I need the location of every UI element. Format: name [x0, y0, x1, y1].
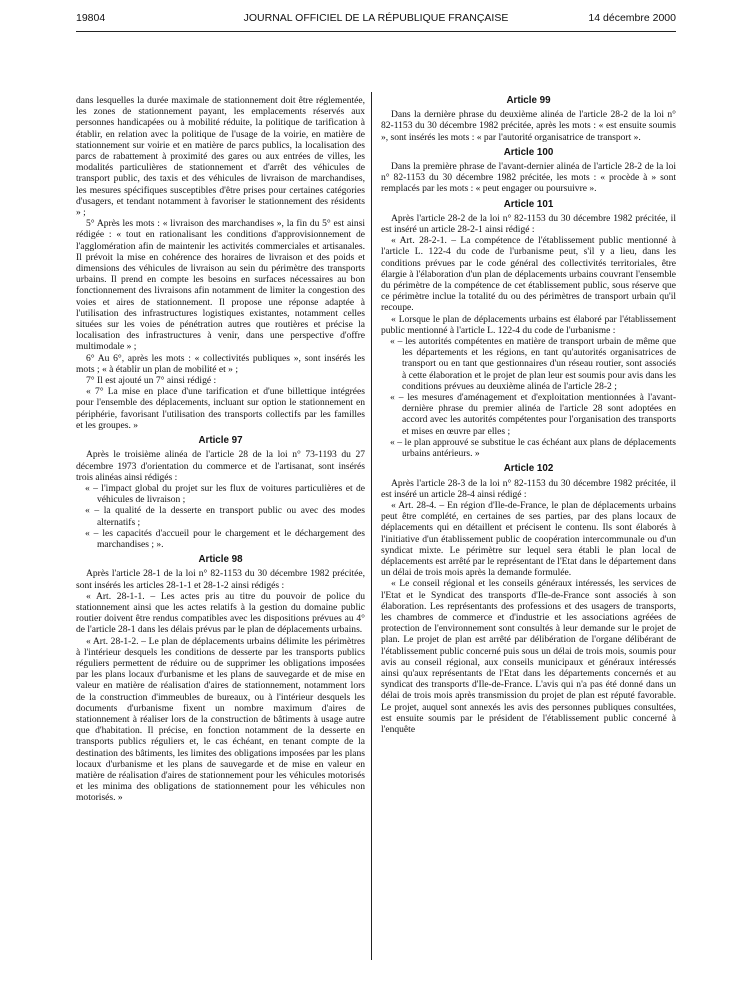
article-heading: Article 102 [503, 463, 554, 475]
article-heading: Article 98 [198, 554, 243, 566]
paragraph: 6° Au 6°, après les mots : « collectivités publiques », sont insérés les mots ; « à établir un plan de mobilité et » ; [76, 352, 365, 375]
list-item: « – les capacités d'accueil pour le chargement et le déchargement des marchandises ; ». [85, 527, 365, 550]
paragraph: « Art. 28-2-1. – La compétence de l'établissement public mentionné à l'article L. 122-4 du code de l'urbanisme peut, s'il y a lieu, dans les conditions prévues par le code général des collectivités territoriales, être élargie à l'élaboration d'un plan de déplacements urbains couvrant l'ensemble du périmètre de la compétence de cet établissement public, sous réserve que ce périmètre inclue la totalité du ou des périmètres de transport urbain qu'il recoupe. [381, 235, 676, 314]
list-item: « – l'impact global du projet sur les flux de voitures particulières et de véhicules de livraison ; [85, 482, 365, 506]
list-item: « – la qualité de la desserte en transport public ou avec des modes alternatifs ; [85, 505, 365, 528]
paragraph: Dans la dernière phrase du deuxième alinéa de l'article 28-2 de la loi n° 82-1153 du 30 décembre 1982 précitée, après les mots : « est ensuite soumis », sont insérés les mots : « par l'autorité organisatrice de transport ». [381, 109, 676, 143]
paragraph: Après l'article 28-3 de la loi n° 82-1153 du 30 décembre 1982 précitée, il est inséré un article 28-4 ainsi rédigé : [381, 477, 676, 500]
paragraph: Après l'article 28-2 de la loi n° 82-1153 du 30 décembre 1982 précitée, il est inséré un article 28-2-1 ainsi rédigé : [381, 212, 676, 236]
paragraph: Dans la première phrase de l'avant-dernier alinéa de l'article 28-2 de la loi n° 82-1153 du 30 décembre 1982 précitée, les mots : « procède à » sont remplacés par les mots : « peut engager ou poursuivre ». [381, 161, 676, 195]
header-rule [76, 31, 676, 32]
paragraph: Après l'article 28-1 de la loi n° 82-1153 du 30 décembre 1982 précitée, sont insérés les articles 28-1-1 et 28-1-2 ainsi rédigés : [76, 568, 365, 591]
paragraph: « Art. 28-1-1. – Les actes pris au titre du pouvoir de police du stationnement ainsi que les actes relatifs à la gestion du domaine public routier doivent être rendus compatibles avec les dispositions prévues au 4° de l'article 28-1 dans les délais prévus par le plan de déplacements urbains. [76, 590, 365, 636]
article-heading: Article 100 [503, 146, 554, 158]
paragraph: « 7° La mise en place d'une tarification et d'une billettique intégrées pour l'ensemble des déplacements, incluant sur option le stationnement en périphérie, favorisant l'utilisation des transports collectifs par les familles et les groupes. » [76, 386, 365, 431]
article-heading: Article 101 [503, 198, 554, 210]
paragraph-continuation: dans lesquelles la durée maximale de stationnement doit être réglementée, les zones de stationnement payant, les emplacements réservés aux personnes handicapées ou à mobilité réduite, la politique de tarification à établir, en relation avec la politique de l'usage de la voirie, en matière de stationnement sur voirie et en matière de parcs publics, la localisation des parcs de rabattement à proximité des gares ou aux entrées de villes, les modalités particulières de stationnement et d'arrêt des véhicules de transport public, des taxis et des véhicules de livraison de marchandises, les mesures spécifiques susceptibles d'être prises pour certaines catégories d'usagers, et tendant notamment à favoriser le stationnement des résidents » ; [76, 95, 365, 219]
article-heading: Article 97 [198, 435, 243, 447]
article-heading: Article 99 [506, 95, 551, 106]
right-column [381, 95, 676, 735]
list-item: « – les mesures d'aménagement et d'exploitation mentionnées à l'avant-dernière phrase du premier alinéa de l'article 28 sont adoptées en accord avec les autorités compétentes pour l'organisation des transports et mises en œuvre par elles ; [390, 392, 676, 437]
page-number: 19804 [76, 12, 106, 24]
paragraph: « Lorsque le plan de déplacements urbains est élaboré par l'établissement public mentionné à l'article L. 122-4 du code de l'urbanisme : [381, 313, 676, 336]
paragraph: « Le conseil régional et les conseils généraux intéressés, les services de l'Etat et le Syndicat des transports d'Ile-de-France sont associés à son élaboration. Les représentants des professions et des usagers de transports, les chambres de commerce et d'industrie et les associations agréées de protection de l'environnement sont consultés à leur demande sur le projet de plan. Le projet de plan est arrêté par délibération de l'organe délibérant de l'établissement public concerné puis sous un délai de trois mois, soumis pour avis au conseil régional, aux conseils municipaux et généraux intéressés ainsi qu'aux représentants de l'Etat dans les départements concernés et au syndicat des transports d'Ile-de-France. L'avis qui n'a pas été donné dans un délai de trois mois après transmission du projet de plan est réputé favorable. Le projet, auquel sont annexés les avis des personnes publiques consultées, est ensuite soumis par le président de l'établissement public concerné à l'enquête [381, 578, 676, 735]
page-header [76, 12, 676, 28]
list-item: « – les autorités compétentes en matière de transport urbain de même que les départements et les régions, en tant qu'autorités organisatrices de transport ou en tant que gestionnaires d'un réseau routier, sont associés à cette élaboration et le projet de plan leur est soumis pour avis dans les conditions prévues au deuxième alinéa de l'article 28-2 ; [390, 336, 676, 392]
journal-title: JOURNAL OFFICIEL DE LA RÉPUBLIQUE FRANÇAISE [243, 12, 509, 24]
left-column [76, 95, 365, 804]
column-divider [371, 92, 372, 960]
paragraph: « Art. 28-1-2. – Le plan de déplacements urbains délimite les périmètres à l'intérieur desquels les conditions de desserte par les transports publics réguliers permettent de réduire ou de supprimer les obligations imposées par les plans locaux d'urbanisme et les plans de sauvegarde et de mise en valeur en matière de réalisation d'aires de stationnement, notamment lors de la construction d'immeubles de bureaux, ou à l'intérieur desquels les documents d'urbanisme fixent un nombre maximum d'aires de stationnement à réaliser lors de la construction de bâtiments à usage autre que d'habitation. Il précise, en fonction notamment de la desserte en transports publics réguliers et, le cas échéant, en tenant compte de la destination des bâtiments, les limites des obligations imposées par les plans locaux d'urbanisme et les plans de sauvegarde et de mise en valeur en matière de réalisation d'aires de stationnement pour les véhicules motorisés et les minima des obligations de stationnement pour les véhicules non motorisés. » [76, 635, 365, 804]
list-item: « – le plan approuvé se substitue le cas échéant aux plans de déplacements urbains antérieurs. » [390, 436, 676, 460]
publication-date: 14 décembre 2000 [588, 12, 676, 24]
paragraph: 7° Il est ajouté un 7° ainsi rédigé : [86, 375, 217, 387]
paragraph: 5° Après les mots : « livraison des marchandises », la fin du 5° est ainsi rédigée : « tout en rationalisant les conditions d'approvisionnement de l'agglomération afin de maintenir les activités commerciales et artisanales. Il prévoit la mise en cohérence des horaires de livraison et des poids et dimensions des véhicules de livraison au sein du périmètre des transports urbains. Il prend en compte les besoins en surfaces nécessaires au bon fonctionnement des livraisons afin notamment de limiter la congestion des voies et aires de stationnement. Il propose une réponse adaptée à l'utilisation des infrastructures logistiques existantes, notamment celles situées sur les voies de pénétration autres que routières et précise la localisation des infrastructures à venir, dans une perspective d'offre multimodale » ; [76, 218, 365, 353]
paragraph: « Art. 28-4. – En région d'Ile-de-France, le plan de déplacements urbains peut être complété, en certaines de ses parties, par des plans locaux de déplacements qui en détaillent et précisent le contenu. Ils sont élaborés à l'initiative d'un établissement public de coopération intercommunale ou d'un syndicat mixte. Le périmètre sur lequel sera établi le plan local de déplacements est arrêté par le représentant de l'Etat dans le département dans un délai de trois mois après la demande formulée. [381, 499, 676, 579]
paragraph: Après le troisième alinéa de l'article 28 de la loi n° 73-1193 du 27 décembre 1973 d'orientation du commerce et de l'artisanat, sont insérés trois alinéas ainsi rédigés : [76, 449, 365, 483]
